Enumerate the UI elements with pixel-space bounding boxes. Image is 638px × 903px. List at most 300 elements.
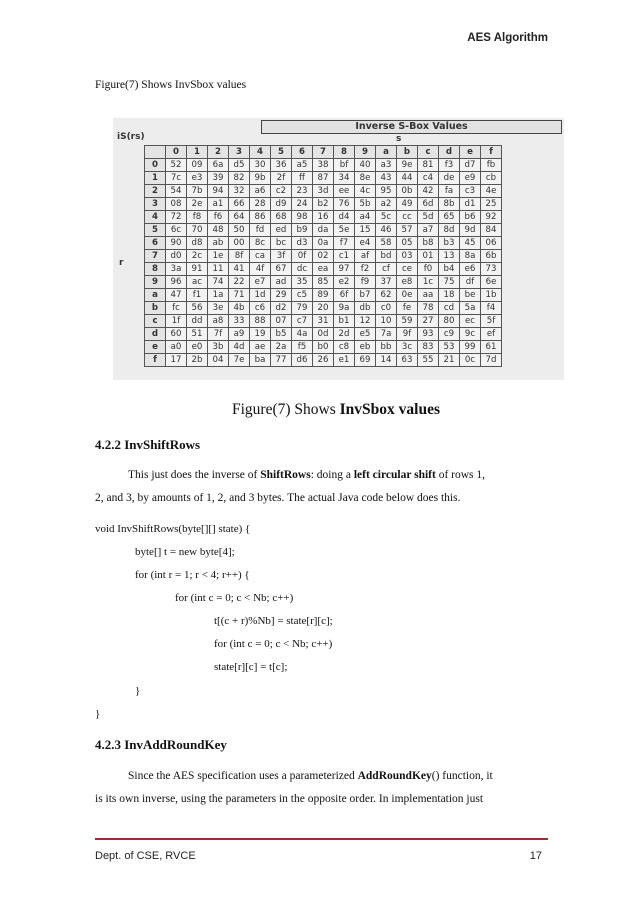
sbox-row [145,198,502,211]
sbox-cell: a6 [250,185,271,198]
sbox-cell: 65 [439,211,460,224]
sbox-cell: c0 [376,302,397,315]
sbox-cell: 42 [418,185,439,198]
sbox-cell: 48 [208,224,229,237]
sbox-row [145,224,502,237]
sbox-cell: f9 [355,276,376,289]
para-text: : doing a [310,469,354,481]
sbox-cell: fa [439,185,460,198]
code-line: } [95,708,101,720]
sbox-cell: 22 [229,276,250,289]
sbox-cell: 04 [208,354,229,367]
sbox-cell: e4 [355,237,376,250]
para-text: () function, it [431,770,493,782]
sbox-cell: c3 [460,185,481,198]
figure-caption [232,401,440,419]
footer-divider [95,838,548,840]
sbox-cell: 36 [271,159,292,172]
sbox-cell: bf [334,159,355,172]
sbox-column-header: 5 [271,146,292,159]
sbox-cell: f2 [355,263,376,276]
sbox-cell: 8f [229,250,250,263]
sbox-cell: cf [376,263,397,276]
sbox-cell: f4 [481,302,502,315]
footer-page-number: 17 [529,850,542,862]
sbox-cell: 3f [271,250,292,263]
sbox-cell: ba [250,354,271,367]
sbox-row-header: b [145,302,166,315]
sbox-cell: 1f [166,315,187,328]
sbox-cell: 02 [313,250,334,263]
sbox-cell: 1c [418,276,439,289]
sbox-cell: 3c [397,341,418,354]
sbox-cell: 6d [418,198,439,211]
sbox-cell: d2 [271,302,292,315]
sbox-cell: d7 [460,159,481,172]
sbox-cell: 6f [334,289,355,302]
sbox-column-header: a [376,146,397,159]
code-line: } [135,685,141,697]
sbox-cell: 0e [397,289,418,302]
sbox-table-title: Inverse S-Box Values [261,120,562,134]
sbox-cell: 89 [313,289,334,302]
sbox-cell: 9f [397,328,418,341]
sbox-cell: 63 [397,354,418,367]
sbox-cell: b9 [292,224,313,237]
sbox-cell: 8b [439,198,460,211]
sbox-cell: 41 [229,263,250,276]
sbox-row [145,276,502,289]
sbox-cell: 38 [313,159,334,172]
sbox-row-header: 1 [145,172,166,185]
sbox-cell: ac [187,276,208,289]
sbox-cell: 60 [166,328,187,341]
sbox-cell: 13 [439,250,460,263]
sbox-cell: e7 [250,276,271,289]
sbox-cell: 62 [376,289,397,302]
sbox-cell: 84 [481,224,502,237]
sbox-cell: 5a [460,302,481,315]
sbox-cell: a3 [376,159,397,172]
sbox-cell: 8a [460,250,481,263]
sbox-cell: 16 [313,211,334,224]
sbox-cell: 56 [187,302,208,315]
sbox-cell: b0 [313,341,334,354]
sbox-column-header: d [439,146,460,159]
sbox-cell: bd [376,250,397,263]
sbox-cell: 71 [229,289,250,302]
sbox-cell: 76 [334,198,355,211]
sbox-cell: f6 [208,211,229,224]
sbox-cell: 0b [397,185,418,198]
sbox-cell: d5 [229,159,250,172]
sbox-corner-cell [145,146,166,159]
sbox-cell: ec [460,315,481,328]
sbox-row-header: 9 [145,276,166,289]
sbox-cell: fb [481,159,502,172]
sbox-cell: 15 [355,224,376,237]
invaddroundkey-paragraph [95,765,545,787]
sbox-cell: 83 [418,341,439,354]
sbox-cell: e6 [460,263,481,276]
code-line: byte[] t = new byte[4]; [135,546,235,558]
sbox-cell: 40 [355,159,376,172]
sbox-cell: 5d [418,211,439,224]
sbox-cell: de [439,172,460,185]
sbox-cell: f0 [418,263,439,276]
sbox-cell: 2e [187,198,208,211]
sbox-row-header: 0 [145,159,166,172]
sbox-cell: 86 [250,211,271,224]
sbox-cell: 3a [166,263,187,276]
sbox-cell: bc [271,237,292,250]
sbox-cell: ef [481,328,502,341]
sbox-cell: e1 [334,354,355,367]
sbox-cell: a8 [208,315,229,328]
para-text: of rows 1, [435,469,486,481]
sbox-cell: 05 [397,237,418,250]
section-heading-invaddroundkey: 4.2.3 InvAddRoundKey [95,737,227,752]
sbox-cell: 9b [250,172,271,185]
sbox-cell: 28 [250,198,271,211]
sbox-cell: 1e [208,250,229,263]
sbox-cell: a2 [376,198,397,211]
sbox-row-header: 5 [145,224,166,237]
sbox-cell: 74 [208,276,229,289]
sbox-cell: cd [439,302,460,315]
sbox-cell: d4 [334,211,355,224]
sbox-row [145,315,502,328]
sbox-cell: ad [271,276,292,289]
sbox-cell: 5b [355,198,376,211]
sbox-cell: dc [292,263,313,276]
sbox-cell: 55 [418,354,439,367]
sbox-cell: 25 [481,198,502,211]
sbox-row-header: a [145,289,166,302]
sbox-cell: 79 [292,302,313,315]
sbox-cell: 1a [208,289,229,302]
intro-caption: Figure(7) Shows InvSbox values [95,79,247,91]
sbox-cell: be [460,289,481,302]
sbox-cell: d0 [166,250,187,263]
sbox-cell: e3 [187,172,208,185]
sbox-cell: 09 [187,159,208,172]
code-line: state[r][c] = t[c]; [214,661,288,673]
sbox-row-header: 6 [145,237,166,250]
sbox-column-group-label: s [396,134,402,144]
sbox-column-header: 8 [334,146,355,159]
sbox-row-header: 8 [145,263,166,276]
sbox-cell: c5 [292,289,313,302]
sbox-cell: 77 [271,354,292,367]
sbox-cell: 85 [313,276,334,289]
sbox-column-header: c [418,146,439,159]
sbox-column-header: 1 [187,146,208,159]
sbox-cell: 7b [187,185,208,198]
sbox-cell: 6a [208,159,229,172]
sbox-column-header: 4 [250,146,271,159]
sbox-cell: e5 [355,328,376,341]
sbox-cell: 52 [166,159,187,172]
sbox-cell: f5 [292,341,313,354]
sbox-cell: fd [250,224,271,237]
sbox-cell: 6b [481,250,502,263]
sbox-cell: 24 [292,198,313,211]
sbox-cell: c4 [418,172,439,185]
sbox-cell: 3d [313,185,334,198]
sbox-cell: b6 [460,211,481,224]
sbox-cell: 00 [229,237,250,250]
sbox-cell: 3b [208,341,229,354]
figure-caption-prefix: Figure(7) Shows [232,401,340,418]
sbox-cell: 6c [166,224,187,237]
code-line: for (int r = 1; r < 4; r++) { [135,569,250,581]
sbox-cell: 4a [292,328,313,341]
sbox-cell: 91 [187,263,208,276]
sbox-row-label: iS(rs) [117,132,145,142]
sbox-column-header: 0 [166,146,187,159]
code-line: for (int c = 0; c < Nb; c++) [175,592,294,604]
sbox-row [145,354,502,367]
sbox-cell: 45 [460,237,481,250]
sbox-cell: 80 [439,315,460,328]
sbox-cell: ea [313,263,334,276]
sbox-cell: c2 [271,185,292,198]
sbox-cell: 9e [397,159,418,172]
section-heading-invshiftrows: 4.2.2 InvShiftRows [95,437,201,452]
sbox-row [145,172,502,185]
sbox-row-header: d [145,328,166,341]
sbox-cell: 58 [376,237,397,250]
sbox-cell: 33 [229,315,250,328]
sbox-cell: 88 [250,315,271,328]
sbox-row-header: 3 [145,198,166,211]
sbox-cell: 0c [460,354,481,367]
sbox-cell: 7d [481,354,502,367]
sbox-cell: bb [376,341,397,354]
sbox-row [145,159,502,172]
sbox-cell: 4e [481,185,502,198]
sbox-cell: af [355,250,376,263]
invshiftrows-paragraph [95,464,545,486]
sbox-cell: 20 [313,302,334,315]
sbox-cell: 19 [250,328,271,341]
sbox-cell: f1 [187,289,208,302]
sbox-cell: 3e [208,302,229,315]
sbox-cell: ce [397,263,418,276]
sbox-cell: 7f [208,328,229,341]
sbox-cell: 8e [355,172,376,185]
sbox-cell: 96 [166,276,187,289]
running-header-title: AES Algorithm [467,32,548,44]
sbox-cell: 03 [397,250,418,263]
sbox-cell: f7 [334,237,355,250]
sbox-cell: 35 [292,276,313,289]
para-text: This just does the inverse of [128,469,261,481]
sbox-cell: 93 [418,328,439,341]
sbox-cell: ae [250,341,271,354]
sbox-cell: ab [208,237,229,250]
sbox-cell: b8 [418,237,439,250]
sbox-cell: 0a [313,237,334,250]
code-line: for (int c = 0; c < Nb; c++) [214,638,333,650]
sbox-cell: cc [397,211,418,224]
sbox-cell: 49 [397,198,418,211]
sbox-cell: 94 [208,185,229,198]
sbox-cell: 4b [229,302,250,315]
sbox-cell: 90 [166,237,187,250]
sbox-cell: 7e [229,354,250,367]
sbox-cell: 0f [292,250,313,263]
sbox-cell: b2 [313,198,334,211]
sbox-row [145,185,502,198]
sbox-cell: 43 [376,172,397,185]
code-line: void InvShiftRows(byte[][] state) { [95,523,251,535]
sbox-cell: f8 [187,211,208,224]
sbox-cell: 23 [292,185,313,198]
sbox-cell: 07 [271,315,292,328]
sbox-cell: 39 [208,172,229,185]
sbox-row-header: f [145,354,166,367]
sbox-cell: 0d [313,328,334,341]
sbox-cell: 95 [376,185,397,198]
sbox-cell: 27 [418,315,439,328]
sbox-cell: c6 [250,302,271,315]
sbox-cell: 34 [334,172,355,185]
sbox-cell: eb [355,341,376,354]
footer-department: Dept. of CSE, RVCE [95,850,196,862]
sbox-cell: a9 [229,328,250,341]
sbox-row [145,211,502,224]
sbox-cell: 18 [439,289,460,302]
sbox-cell: 9a [334,302,355,315]
invshiftrows-paragraph-line2: 2, and 3, by amounts of 1, 2, and 3 bytes. The actual Java code below does this. [95,492,461,504]
sbox-cell: 7c [166,172,187,185]
sbox-cell: 46 [376,224,397,237]
code-line: t[(c + r)%Nb] = state[r][c]; [214,615,333,627]
sbox-row-header: 2 [145,185,166,198]
sbox-cell: 1b [481,289,502,302]
sbox-cell: a1 [208,198,229,211]
sbox-row [145,328,502,341]
sbox-column-header: 2 [208,146,229,159]
sbox-cell: 68 [271,211,292,224]
sbox-cell: 73 [481,263,502,276]
sbox-cell: a7 [418,224,439,237]
sbox-cell: 14 [376,354,397,367]
sbox-cell: 69 [355,354,376,367]
sbox-column-header: f [481,146,502,159]
para-bold-addroundkey: AddRoundKey [357,770,432,782]
sbox-column-header: 7 [313,146,334,159]
sbox-cell: d9 [271,198,292,211]
sbox-cell: 82 [229,172,250,185]
sbox-cell: 44 [397,172,418,185]
sbox-cell: db [355,302,376,315]
sbox-cell: 21 [439,354,460,367]
sbox-cell: d3 [292,237,313,250]
sbox-cell: 10 [376,315,397,328]
sbox-cell: 06 [481,237,502,250]
sbox-cell: df [460,276,481,289]
sbox-cell: 1d [250,289,271,302]
sbox-cell: ed [271,224,292,237]
sbox-cell: 75 [439,276,460,289]
sbox-row [145,263,502,276]
sbox-cell: e8 [397,276,418,289]
sbox-cell: 5e [334,224,355,237]
sbox-column-header: e [460,146,481,159]
sbox-cell: c9 [439,328,460,341]
sbox-cell: b4 [439,263,460,276]
sbox-cell: 51 [187,328,208,341]
sbox-cell: 12 [355,315,376,328]
sbox-cell: d8 [187,237,208,250]
sbox-cell: 4d [229,341,250,354]
sbox-row [145,250,502,263]
sbox-cell: 81 [418,159,439,172]
figure-caption-bold: InvSbox values [339,401,440,418]
sbox-row [145,289,502,302]
sbox-cell: b1 [334,315,355,328]
sbox-row [145,341,502,354]
sbox-cell: b7 [355,289,376,302]
sbox-cell: 5c [376,211,397,224]
sbox-cell: d6 [292,354,313,367]
sbox-cell: cb [481,172,502,185]
sbox-cell: 2d [334,328,355,341]
sbox-column-header: b [397,146,418,159]
sbox-cell: c1 [334,250,355,263]
para-text: Since the AES specification uses a parameterized [128,770,358,782]
sbox-cell: 01 [418,250,439,263]
sbox-cell: a4 [355,211,376,224]
sbox-cell: aa [418,289,439,302]
sbox-cell: 66 [229,198,250,211]
sbox-cell: ff [292,172,313,185]
sbox-cell: 8c [250,237,271,250]
sbox-cell: 30 [250,159,271,172]
sbox-column-header: 9 [355,146,376,159]
sbox-cell: 9c [460,328,481,341]
inverse-sbox-figure [113,118,564,380]
sbox-cell: 92 [481,211,502,224]
sbox-cell: 72 [166,211,187,224]
sbox-cell: c8 [334,341,355,354]
sbox-cell: 70 [187,224,208,237]
sbox-cell: 87 [313,172,334,185]
sbox-cell: 61 [481,341,502,354]
sbox-cell: 26 [313,354,334,367]
sbox-cell: e2 [334,276,355,289]
sbox-cell: 97 [334,263,355,276]
sbox-cell: 98 [292,211,313,224]
sbox-row-group-label: r [119,258,124,268]
sbox-cell: e0 [187,341,208,354]
sbox-row-header: c [145,315,166,328]
invaddroundkey-paragraph-line2: is its own inverse, using the parameters in the opposite order. In implementation just [95,793,484,805]
sbox-cell: ee [334,185,355,198]
sbox-cell: 32 [229,185,250,198]
sbox-row [145,302,502,315]
sbox-cell: 59 [397,315,418,328]
sbox-cell: fe [397,302,418,315]
sbox-row-header: 7 [145,250,166,263]
sbox-cell: 31 [313,315,334,328]
sbox-cell: 67 [271,263,292,276]
sbox-cell: 2b [187,354,208,367]
sbox-cell: 6e [481,276,502,289]
